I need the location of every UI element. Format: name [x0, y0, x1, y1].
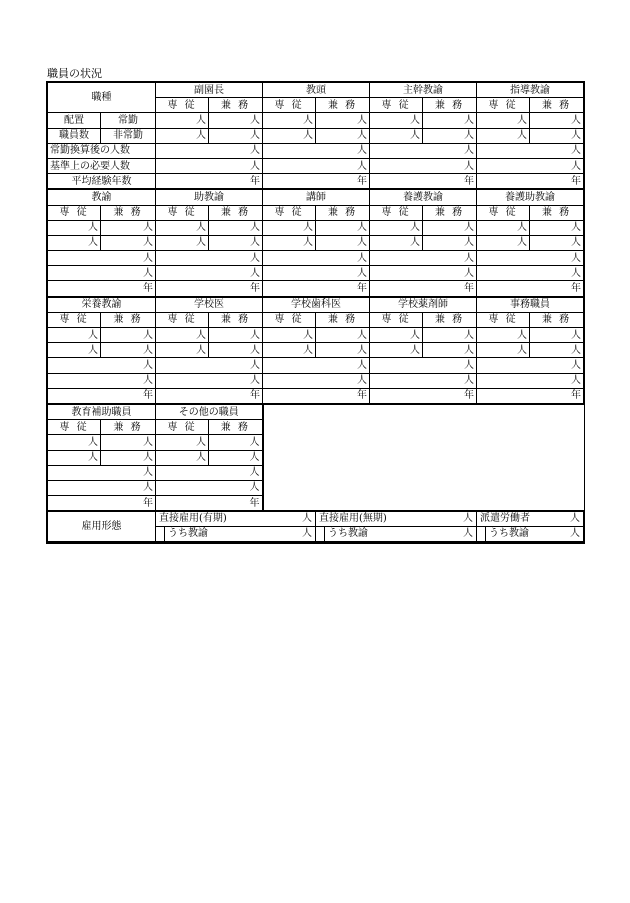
- input-cell[interactable]: 人: [530, 328, 584, 343]
- job-header: 栄養教諭: [48, 297, 156, 313]
- kenmu-header: 兼 務: [209, 420, 263, 435]
- job-header: 指導教諭: [477, 83, 584, 98]
- employment-sub-label: うち教諭: [489, 528, 529, 540]
- table-row: [48, 143, 584, 158]
- input-cell[interactable]: 人: [477, 158, 584, 173]
- input-cell[interactable]: 人: [370, 220, 423, 235]
- input-cell[interactable]: 人: [101, 435, 156, 450]
- job-header: 学校薬剤師: [370, 297, 477, 313]
- senju-header: 専 従: [156, 98, 209, 113]
- input-cell[interactable]: 人: [530, 113, 584, 128]
- input-cell[interactable]: 人: [263, 220, 316, 235]
- input-cell[interactable]: 年: [48, 496, 156, 512]
- kenmu-header: 兼 務: [423, 312, 477, 327]
- input-cell[interactable]: 人: [156, 343, 209, 358]
- input-cell[interactable]: 人: [48, 450, 101, 465]
- input-cell[interactable]: 人: [423, 343, 477, 358]
- input-cell[interactable]: 人: [48, 480, 156, 495]
- employment-sub: [324, 527, 476, 541]
- input-cell[interactable]: 人: [370, 358, 477, 373]
- input-cell[interactable]: 人: [48, 220, 101, 235]
- table-row: [48, 220, 584, 235]
- input-cell[interactable]: 人: [48, 235, 101, 250]
- input-cell[interactable]: 人: [370, 328, 423, 343]
- kenmu-header: 兼 務: [530, 312, 584, 327]
- senju-header: 専 従: [370, 98, 423, 113]
- input-cell[interactable]: 人: [423, 235, 477, 250]
- kenmu-header: 兼 務: [209, 98, 263, 113]
- input-cell[interactable]: 人: [209, 435, 263, 450]
- senju-header: 専 従: [263, 312, 316, 327]
- input-cell[interactable]: 人: [263, 266, 370, 281]
- input-cell[interactable]: 年: [263, 174, 370, 190]
- employment-cell[interactable]: [156, 511, 316, 542]
- job-header: その他の職員: [156, 404, 263, 420]
- job-header: 講師: [263, 189, 370, 205]
- input-cell[interactable]: 人: [477, 266, 584, 281]
- table-row: [48, 297, 584, 313]
- input-cell[interactable]: 年: [370, 174, 477, 190]
- input-cell[interactable]: 人: [530, 343, 584, 358]
- input-cell[interactable]: 人: [209, 128, 263, 143]
- table-row: [48, 328, 584, 343]
- input-cell[interactable]: 年: [156, 388, 263, 404]
- input-cell[interactable]: 年: [263, 281, 370, 297]
- table-row: [48, 251, 584, 266]
- blank-area: [263, 404, 584, 511]
- jokin-label: 常勤: [101, 113, 156, 128]
- table-row: [48, 189, 584, 205]
- employment-type: [316, 512, 476, 527]
- input-cell[interactable]: 人: [101, 328, 156, 343]
- input-cell[interactable]: 人: [263, 358, 370, 373]
- koyo-label: 雇用形態: [48, 511, 156, 542]
- input-cell[interactable]: 人: [263, 143, 370, 158]
- input-cell[interactable]: 人: [477, 251, 584, 266]
- input-cell[interactable]: 人: [263, 113, 316, 128]
- input-cell[interactable]: 人: [477, 358, 584, 373]
- input-cell[interactable]: 人: [48, 358, 156, 373]
- input-cell[interactable]: 人: [263, 235, 316, 250]
- input-cell[interactable]: 人: [209, 235, 263, 250]
- kenmu-header: 兼 務: [530, 205, 584, 220]
- kenmu-header: 兼 務: [209, 205, 263, 220]
- employment-cell[interactable]: [477, 511, 584, 542]
- input-cell[interactable]: 人: [156, 450, 209, 465]
- employment-sub: [164, 527, 315, 541]
- senju-header: 専 従: [477, 312, 530, 327]
- senju-header: 専 従: [156, 420, 209, 435]
- input-cell[interactable]: 人: [370, 266, 477, 281]
- input-cell[interactable]: 人: [477, 343, 530, 358]
- input-cell[interactable]: 人: [156, 251, 263, 266]
- input-cell[interactable]: 人: [316, 328, 370, 343]
- input-cell[interactable]: 年: [156, 496, 263, 512]
- table-row: [48, 373, 584, 388]
- input-cell[interactable]: 人: [101, 220, 156, 235]
- input-cell[interactable]: 人: [530, 128, 584, 143]
- table-row: [48, 312, 584, 327]
- kijun-label: 基準上の必要人数: [48, 158, 156, 173]
- input-cell[interactable]: 人: [156, 373, 263, 388]
- unit-label: 人: [463, 513, 473, 525]
- unit-label: 人: [570, 513, 580, 525]
- table-row: [48, 158, 584, 173]
- senju-header: 専 従: [156, 205, 209, 220]
- table-row: [48, 281, 584, 297]
- unit-label: 人: [302, 528, 312, 540]
- input-cell[interactable]: 人: [48, 373, 156, 388]
- senju-header: 専 従: [263, 205, 316, 220]
- kenmu-header: 兼 務: [101, 205, 156, 220]
- hijokin-label: 非常勤: [101, 128, 156, 143]
- senju-header: 専 従: [48, 312, 101, 327]
- input-cell[interactable]: 人: [156, 128, 209, 143]
- input-cell[interactable]: 人: [316, 128, 370, 143]
- input-cell[interactable]: 人: [209, 220, 263, 235]
- input-cell[interactable]: 人: [48, 343, 101, 358]
- table-row: [48, 404, 584, 420]
- input-cell[interactable]: 人: [370, 235, 423, 250]
- senju-header: 専 従: [48, 420, 101, 435]
- job-header: 学校歯科医: [263, 297, 370, 313]
- senju-header: 専 従: [477, 205, 530, 220]
- job-header: 主幹教諭: [370, 83, 477, 98]
- employment-type: [156, 512, 315, 527]
- input-cell[interactable]: 人: [48, 266, 156, 281]
- input-cell[interactable]: 人: [156, 358, 263, 373]
- haichi-label: 配置: [48, 113, 101, 128]
- staff-table: [47, 82, 584, 543]
- input-cell[interactable]: 人: [423, 128, 477, 143]
- employment-sub: [485, 527, 583, 541]
- kenmu-header: 兼 務: [316, 205, 370, 220]
- table-row: [48, 343, 584, 358]
- input-cell[interactable]: 人: [477, 143, 584, 158]
- table-row: [48, 83, 584, 98]
- kenmu-header: 兼 務: [101, 420, 156, 435]
- input-cell[interactable]: 年: [477, 281, 584, 297]
- table-row: [48, 174, 584, 190]
- employment-cell[interactable]: [316, 511, 477, 542]
- input-cell[interactable]: 人: [477, 235, 530, 250]
- input-cell[interactable]: 人: [370, 373, 477, 388]
- input-cell[interactable]: 年: [156, 281, 263, 297]
- input-cell[interactable]: 人: [530, 235, 584, 250]
- kenmu-header: 兼 務: [530, 98, 584, 113]
- employment-sub-label: うち教諭: [328, 528, 368, 540]
- input-cell[interactable]: 人: [209, 343, 263, 358]
- input-cell[interactable]: 人: [370, 251, 477, 266]
- input-cell[interactable]: 人: [263, 128, 316, 143]
- senju-header: 専 従: [370, 312, 423, 327]
- kenmu-header: 兼 務: [316, 98, 370, 113]
- input-cell[interactable]: 年: [370, 281, 477, 297]
- senju-header: 専 従: [370, 205, 423, 220]
- shokushu-label: 職種: [48, 83, 156, 113]
- input-cell[interactable]: 人: [370, 143, 477, 158]
- input-cell[interactable]: 人: [101, 235, 156, 250]
- input-cell[interactable]: 年: [370, 388, 477, 404]
- input-cell[interactable]: 年: [477, 388, 584, 404]
- job-header: 事務職員: [477, 297, 584, 313]
- kenmu-header: 兼 務: [423, 205, 477, 220]
- job-header: 養護教諭: [370, 189, 477, 205]
- input-cell[interactable]: 人: [423, 328, 477, 343]
- senju-header: 専 従: [156, 312, 209, 327]
- job-header: 養護助教諭: [477, 189, 584, 205]
- input-cell[interactable]: 人: [209, 450, 263, 465]
- unit-label: 人: [570, 528, 580, 540]
- job-header: 副園長: [156, 83, 263, 98]
- input-cell[interactable]: 人: [48, 328, 101, 343]
- input-cell[interactable]: 人: [209, 113, 263, 128]
- kansan-label: 常勤換算後の人数: [48, 143, 156, 158]
- input-cell[interactable]: 人: [156, 266, 263, 281]
- job-header: 教諭: [48, 189, 156, 205]
- table-row: [48, 113, 584, 128]
- kenmu-header: 兼 務: [316, 312, 370, 327]
- table-row: [48, 205, 584, 220]
- input-cell[interactable]: 人: [477, 128, 530, 143]
- table-row: [48, 358, 584, 373]
- input-cell[interactable]: 人: [530, 220, 584, 235]
- job-header: 学校医: [156, 297, 263, 313]
- input-cell[interactable]: 人: [263, 251, 370, 266]
- input-cell[interactable]: 人: [477, 328, 530, 343]
- input-cell[interactable]: 人: [48, 465, 156, 480]
- input-cell[interactable]: 人: [48, 435, 101, 450]
- input-cell[interactable]: 年: [48, 281, 156, 297]
- senju-header: 専 従: [48, 205, 101, 220]
- input-cell[interactable]: 人: [423, 220, 477, 235]
- input-cell[interactable]: 年: [48, 388, 156, 404]
- input-cell[interactable]: 人: [316, 235, 370, 250]
- input-cell[interactable]: 人: [156, 435, 209, 450]
- input-cell[interactable]: 人: [316, 113, 370, 128]
- table-row: [48, 511, 584, 542]
- input-cell[interactable]: 人: [370, 158, 477, 173]
- input-cell[interactable]: 人: [101, 343, 156, 358]
- job-header: 教頭: [263, 83, 370, 98]
- input-cell[interactable]: 人: [316, 220, 370, 235]
- input-cell[interactable]: 人: [156, 113, 209, 128]
- input-cell[interactable]: 人: [156, 480, 263, 495]
- table-row: [48, 128, 584, 143]
- unit-label: 人: [463, 528, 473, 540]
- input-cell[interactable]: 人: [48, 251, 156, 266]
- kenmu-header: 兼 務: [423, 98, 477, 113]
- input-cell[interactable]: 人: [263, 343, 316, 358]
- employment-type-label: 派遣労働者: [480, 513, 530, 525]
- shokuinsu-label: 職員数: [48, 128, 101, 143]
- keiken-label: 平均経験年数: [48, 174, 156, 190]
- input-cell[interactable]: 人: [370, 343, 423, 358]
- input-cell[interactable]: 人: [477, 220, 530, 235]
- input-cell[interactable]: 人: [477, 373, 584, 388]
- input-cell[interactable]: 人: [370, 128, 423, 143]
- employment-type-label: 直接雇用(無期): [319, 513, 387, 525]
- input-cell[interactable]: 人: [156, 465, 263, 480]
- table-row: [48, 235, 584, 250]
- job-header: 教育補助職員: [48, 404, 156, 420]
- input-cell[interactable]: 人: [101, 450, 156, 465]
- table-row: [48, 266, 584, 281]
- employment-type: [477, 512, 583, 527]
- input-cell[interactable]: 年: [263, 388, 370, 404]
- input-cell[interactable]: 人: [263, 373, 370, 388]
- input-cell[interactable]: 人: [156, 158, 263, 173]
- input-cell[interactable]: 人: [156, 235, 209, 250]
- input-cell[interactable]: 人: [209, 328, 263, 343]
- input-cell[interactable]: 年: [156, 174, 263, 190]
- job-header: 助教諭: [156, 189, 263, 205]
- input-cell[interactable]: 人: [156, 328, 209, 343]
- input-cell[interactable]: 人: [156, 143, 263, 158]
- unit-label: 人: [302, 513, 312, 525]
- employment-type-label: 直接雇用(有期): [159, 513, 227, 525]
- table-row: [48, 388, 584, 404]
- kenmu-header: 兼 務: [209, 312, 263, 327]
- input-cell[interactable]: 人: [316, 343, 370, 358]
- kenmu-header: 兼 務: [101, 312, 156, 327]
- senju-header: 専 従: [263, 98, 316, 113]
- input-cell[interactable]: 人: [263, 328, 316, 343]
- input-cell[interactable]: 人: [263, 158, 370, 173]
- senju-header: 専 従: [477, 98, 530, 113]
- input-cell[interactable]: 人: [370, 113, 423, 128]
- employment-sub-label: うち教諭: [168, 528, 208, 540]
- input-cell[interactable]: 人: [423, 113, 477, 128]
- input-cell[interactable]: 人: [477, 113, 530, 128]
- section-title: 職員の状況: [47, 67, 102, 80]
- input-cell[interactable]: 人: [156, 220, 209, 235]
- input-cell[interactable]: 年: [477, 174, 584, 190]
